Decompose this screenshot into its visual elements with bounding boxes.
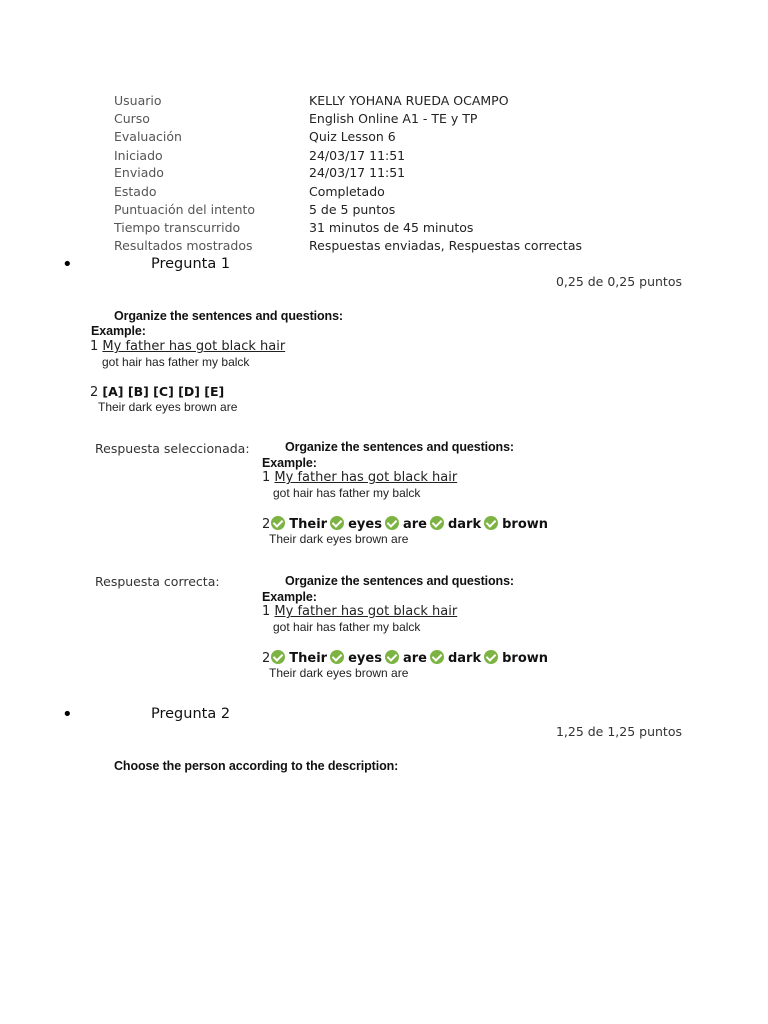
evaluation-value: Quiz Lesson 6 [309, 129, 396, 144]
selected-example-scrambled: got hair has father my balck [273, 486, 421, 500]
check-icon [430, 516, 444, 530]
example-sentence: My father has got black hair [274, 604, 458, 619]
bullet: • [62, 704, 73, 725]
status-label: Estado [114, 184, 157, 199]
correct-answer-row [262, 650, 550, 666]
selected-answer-label: Respuesta seleccionada: [95, 441, 250, 456]
check-icon [385, 516, 399, 530]
example-number: 1 [90, 339, 99, 354]
selected-example-row [262, 470, 457, 485]
correct-instruction: Organize the sentences and questions: [285, 574, 514, 588]
check-icon [484, 650, 498, 664]
correct-example-label: Example: [262, 590, 317, 604]
example-number: 1 [262, 604, 271, 619]
check-icon [430, 650, 444, 664]
item-number: 2 [90, 385, 99, 400]
course-label: Curso [114, 111, 150, 126]
item-number: 2 [262, 517, 271, 532]
selected-answer-row [262, 516, 550, 532]
submitted-value: 24/03/17 11:51 [309, 165, 406, 180]
question-title: Pregunta 2 [151, 706, 231, 722]
results-label: Resultados mostrados [114, 238, 253, 253]
question-title: Pregunta 1 [151, 256, 231, 272]
example-sentence-row [90, 339, 285, 354]
time-value: 31 minutos de 45 minutos [309, 220, 474, 235]
item-slots: [A] [B] [C] [D] [E] [102, 384, 225, 399]
example-number: 1 [262, 470, 271, 485]
check-icon [484, 516, 498, 530]
check-icon [385, 650, 399, 664]
time-label: Tiempo transcurrido [114, 220, 241, 235]
user-label: Usuario [114, 93, 162, 108]
item-number: 2 [262, 651, 271, 666]
answer-word: are [402, 517, 427, 532]
instruction: Choose the person according to the description: [114, 759, 399, 773]
results-value: Respuestas enviadas, Respuestas correctas [309, 238, 583, 253]
answer-word: dark [447, 517, 482, 532]
answer-word: Their [289, 517, 328, 532]
score-value: 5 de 5 puntos [309, 202, 396, 217]
example-sentence: My father has got black hair [102, 339, 286, 354]
check-icon [271, 516, 285, 530]
check-icon [271, 650, 285, 664]
example-label: Example: [91, 324, 146, 338]
answer-word: brown [502, 517, 549, 532]
selected-example-label: Example: [262, 456, 317, 470]
answer-word: are [402, 651, 427, 666]
correct-answer-label: Respuesta correcta: [95, 574, 220, 589]
evaluation-label: Evaluación [114, 129, 182, 144]
check-icon [330, 516, 344, 530]
example-sentence: My father has got black hair [274, 470, 458, 485]
status-value: Completado [309, 184, 385, 199]
answer-word: brown [502, 651, 549, 666]
score-label: Puntuación del intento [114, 202, 256, 217]
answer-word: eyes [348, 517, 382, 532]
selected-instruction: Organize the sentences and questions: [285, 440, 514, 454]
selected-item-scrambled: Their dark eyes brown are [269, 532, 409, 546]
bullet: • [62, 254, 73, 275]
started-value: 24/03/17 11:51 [309, 148, 406, 163]
question-points: 0,25 de 0,25 puntos [555, 274, 682, 289]
check-icon [330, 650, 344, 664]
item-scrambled: Their dark eyes brown are [98, 400, 238, 414]
user-value: KELLY YOHANA RUEDA OCAMPO [309, 93, 509, 108]
answer-word: eyes [348, 651, 382, 666]
instruction: Organize the sentences and questions: [114, 309, 343, 323]
question-points: 1,25 de 1,25 puntos [555, 724, 682, 739]
answer-word: dark [447, 651, 482, 666]
answer-word: Their [289, 651, 328, 666]
correct-item-scrambled: Their dark eyes brown are [269, 666, 409, 680]
correct-example-row [262, 604, 457, 619]
submitted-label: Enviado [114, 165, 164, 180]
example-scrambled: got hair has father my balck [102, 355, 250, 369]
correct-example-scrambled: got hair has father my balck [273, 620, 421, 634]
course-value: English Online A1 - TE y TP [309, 111, 478, 126]
started-label: Iniciado [114, 148, 163, 163]
item-row [90, 384, 224, 400]
